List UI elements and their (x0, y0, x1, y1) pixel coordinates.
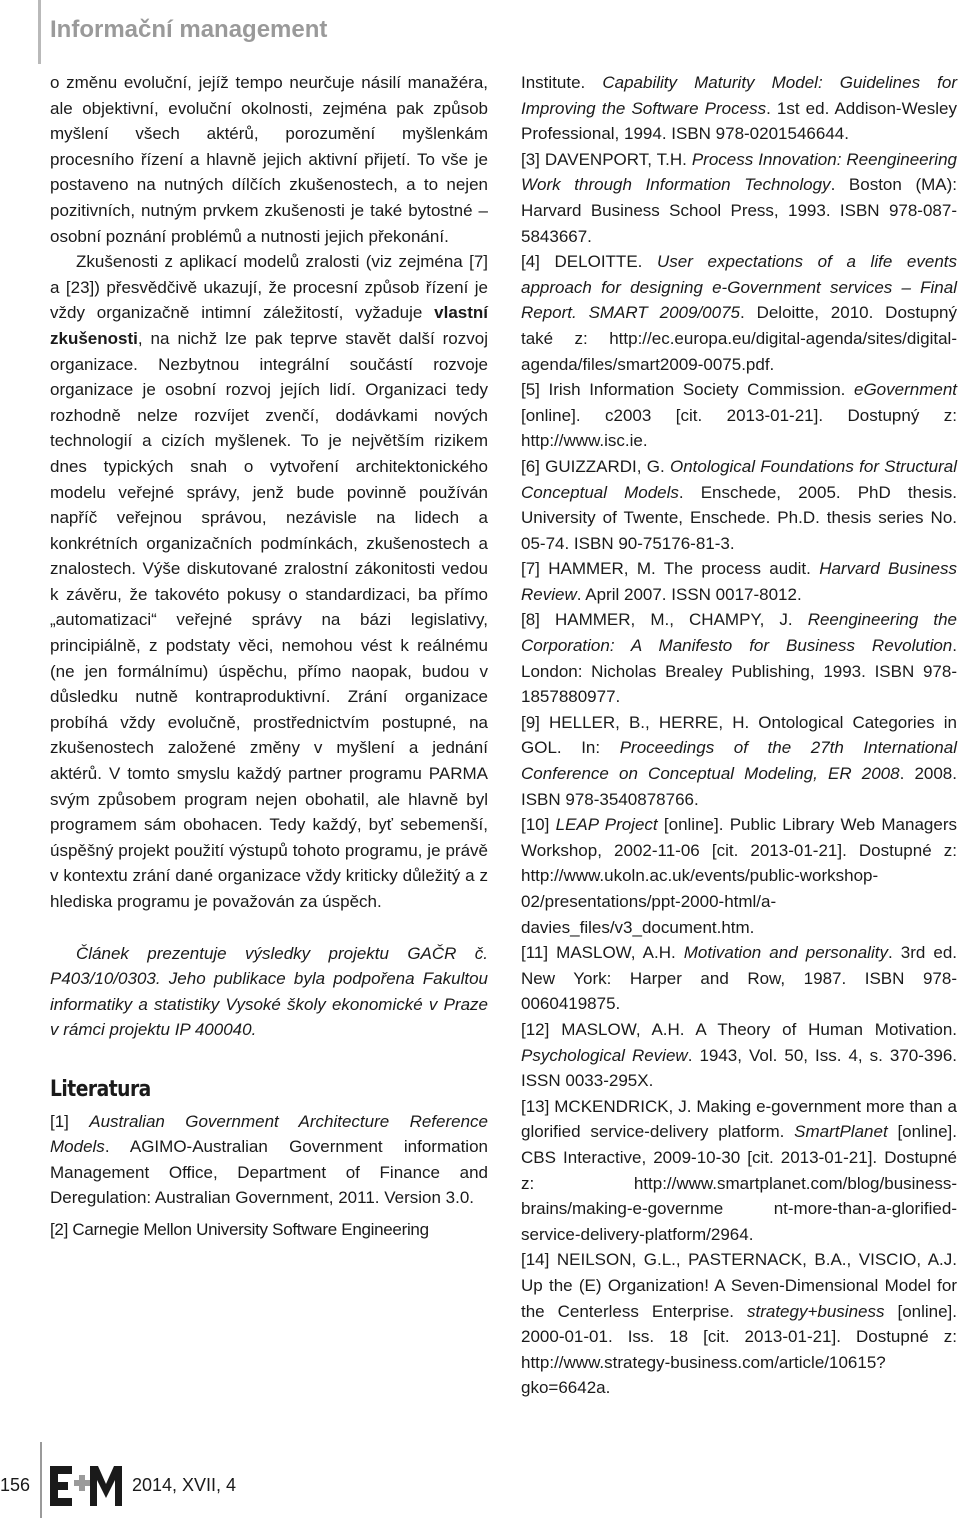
reference-item: [5] Irish Information Society Commission. eGovernment [online]. c2003 [cit. 2013-01-21]. Dostupný z: http://www.isc.ie. (521, 380, 957, 451)
acknowledgement: Článek prezentuje výsledky projektu GAČR č. P403/10/0303. Jeho publikace byla podpořena Fakultou informatiky a statistiky Vysoké školy ekonomické v Praze v rámci projektu IP 400040. (50, 943, 488, 1040)
right-column (521, 70, 957, 1401)
reference-item: [14] NEILSON, G.L., PASTERNACK, B.A., VISCIO, A.J. Up the (E) Organization! A Seven-Dimensional Model for the Centerless Enterprise. strategy+business [online]. 2000-01-01. Iss. 18 [cit. 2013-01-21]. Dostupné z: http://www.strategy-business.com/article/10615?gko=6642a. (521, 1250, 958, 1398)
reference-item: [6] GUIZZARDI, G. Ontological Foundations for Structural Conceptual Models. Enschede, 2005. PhD thesis. University of Twente, Enschede. Ph.D. thesis series No. 05-74. ISBN 90-75176-81-3. (521, 456, 957, 553)
left-column (50, 70, 488, 1243)
reference-item: [3] DAVENPORT, T.H. Process Innovation: Reengineering Work through Information Technology. Boston (MA): Harvard Business School Press, 1993. ISBN 978-087-5843667. (521, 149, 958, 246)
page-number: 156 (0, 1475, 31, 1495)
emphasis-text: vlastní zkušenosti (50, 303, 488, 348)
reference-item: [1] Australian Government Architecture Reference Models. AGIMO-Australian Government information Management Office, Department of Finance and Deregulation: Australian Government, 2011. Version 3.0. (50, 1111, 488, 1208)
reference-item: [8] HAMMER, M., CHAMPY, J. Reengineering the Corporation: A Manifesto for Business Revolution. London: Nicholas Brealey Publishing, 1993. ISBN 978-1857880977. (521, 610, 957, 707)
reference-item: [9] HELLER, B., HERRE, H. Ontological Categories in GOL. In: Proceedings of the 27th International Conference on Conceptual Modeling, ER 2008. 2008. ISBN 978-3540878766. (521, 712, 957, 809)
reference-item: [13] MCKENDRICK, J. Making e-government more than a glorified service-delivery platform. SmartPlanet [online]. CBS Interactive, 2009-10-30 [cit. 2013-01-21]. Dostupné z: http://www.smartplanet.com/blog/business-brains/making-e-governme nt-more-than-a-glorified-service-delivery-platform/2964. (521, 1096, 958, 1244)
reference-item: [12] MASLOW, A.H. A Theory of Human Motivation. Psychological Review. 1943, Vol. 50, Iss. 4, s. 370-396. ISSN 0033-295X. (521, 1019, 957, 1091)
literature-heading: Literatura (50, 1076, 151, 1102)
issue-label: 2014, XVII, 4 (132, 1475, 237, 1495)
reference-item: [2] Carnegie Mellon University Software Engineering (50, 1219, 429, 1239)
header-rule (38, 0, 41, 64)
reference-item: [7] HAMMER, M. The process audit. Harvard Business Review. April 2007. ISSN 0017-8012. (521, 559, 958, 604)
body-paragraph-1: o změnu evoluční, jejíž tempo neurčuje násilí manažéra, ale objektivní, evoluční okolnosti, zejména pak způsob myšlení všech aktérů, porozumění myšlenkám procesního řízení a hlavně jejich aktivní přijetí. To vše je postaveno na nutných dílčích zkušenostech, a to nejen pozitivních, nutným prvkem zkušenosti je také bytostné – osobní poznání problémů a nutnosti jejich překonání. (50, 73, 488, 246)
reference-item: [11] MASLOW, A.H. Motivation and personality. 3rd ed. New York: Harper and Row, 1987. ISBN 978-0060419875. (521, 943, 958, 1014)
reference-item: [10] LEAP Project [online]. Public Library Web Managers Workshop, 2002-11-06 [cit. 2013-01-21]. Dostupné z: http://www.ukoln.ac.uk/events/public-workshop-02/presentations/ppt-2000-html/a-davies_files/v3_document.htm. (521, 815, 957, 937)
footer-rule (40, 1442, 42, 1518)
reference-item: [4] DELOITTE. User expectations of a life events approach for designing e-Government services – Final Report. SMART 2009/0075. Deloitte, 2010. Dostupný také z: http://ec.europa.eu/digital-agenda/sites/digital-agenda/files/smart2009-0075.pdf. (521, 252, 957, 374)
reference-item: Institute. Capability Maturity Model: Guidelines for Improving the Software Process. 1st ed. Addison-Wesley Professional, 1994. ISBN 978-0201546644. (521, 73, 958, 144)
journal-logo (50, 1462, 122, 1510)
section-title: Informační management (50, 16, 328, 43)
body-paragraph-2: Zkušenosti z aplikací modelů zralosti (viz zejména [7] a [23]) přesvědčivě ukazují, že procesní způsob řízení je vždy organizačně intimní záležitostí, vyžaduje vlastní zkušenosti, na nichž lze pak teprve stavět další rozvoj organizace. Nezbytnou integrální součástí rozvoje organizace je osobní rozvoj jejích lidí. Organizaci tedy rozhodně nelze rozvíjet zvenčí, dodávkami nových technologií a cizích myšlenek. To je největším rizikem dnes typických snah o vytvoření architektonického modelu veřejné správy, jenž bude povinně používán napříč veřejnou správou, nezávisle na lidech a konkrétních organizačních podmínkách, zkušenostech a znalostech. Výše diskutované zralostní zákonitosti vedou k závěru, že takovéto pokusy o standardizaci, ba přímo „automatizaci“ veřejné správy na bázi legislativy, principiálně, z podstaty věci, nemohou vést k reálnému (ne jen formálnímu) úspěchu, přímo naopak, budou v důsledku nutně kontraproduktivní. Zrání organizace probíhá vždy evolučně, prostřednictvím postupné, na zkušenostech založené změny v myšlení a jednání aktérů. V tomto smyslu každý partner programu PARMA svým způsobem program nejen obohatil, ale hlavně byl programem sám obohacen. Tedy každý, byť sebemenší, úspěšný projekt použití výstupů tohoto programu, je právě v kontextu zrání dané organizace vždy kriticky důležitý a z hlediska programu je považován za úspěch. (50, 252, 488, 911)
